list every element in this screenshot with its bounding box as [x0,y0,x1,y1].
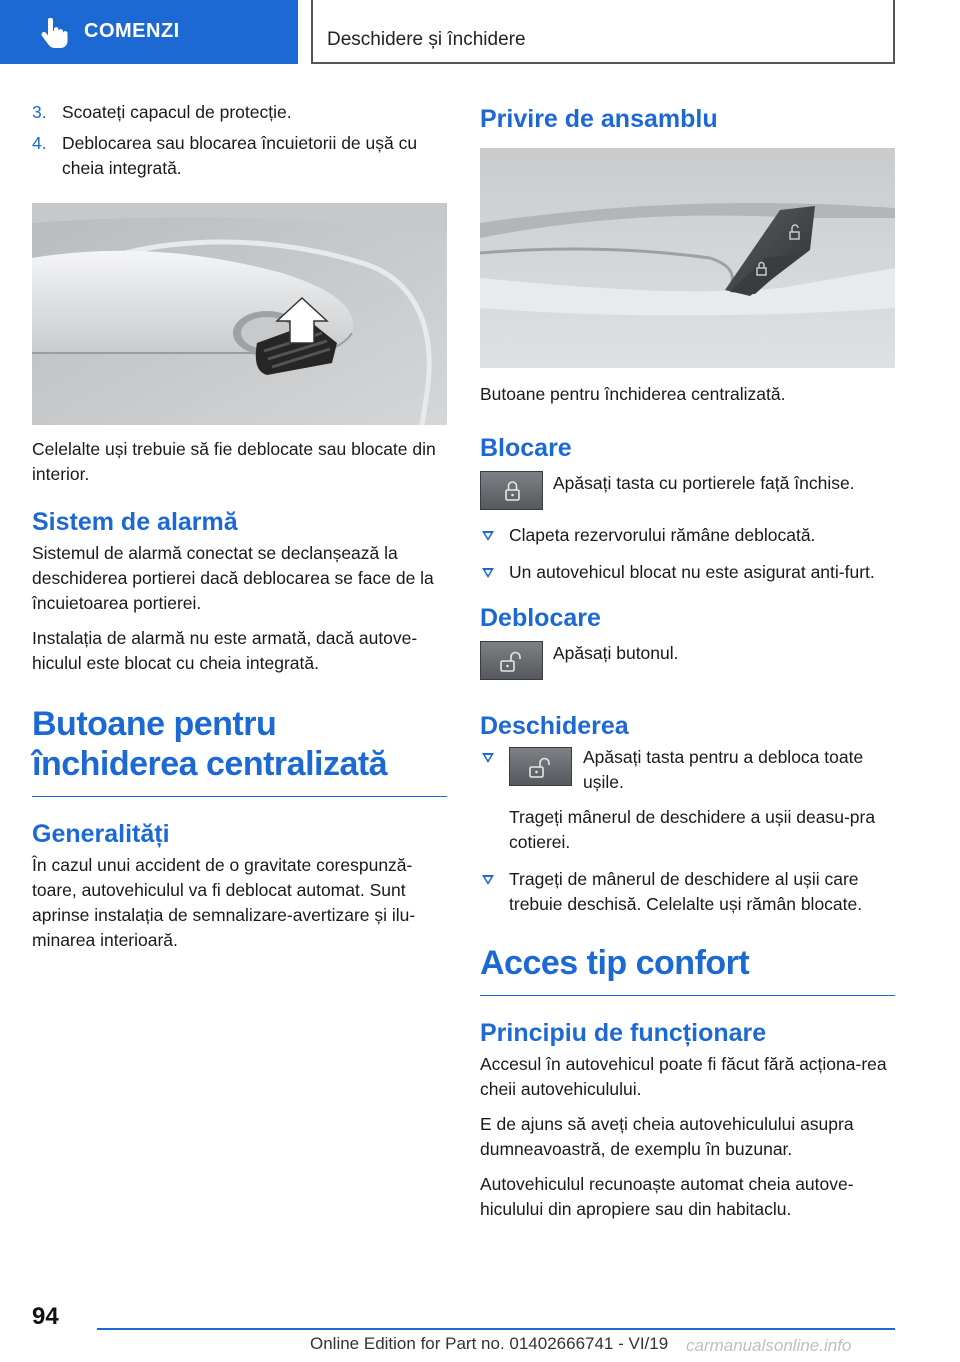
bullet-item [480,523,895,548]
body-text: Celelalte uși trebuie să fie deblocate sau blocate din interior. [32,439,436,484]
unlock-heading: Deblocare [480,604,601,632]
central-locking-buttons-illustration [480,148,895,368]
general-heading: Generalități [32,820,170,848]
chapter-tab[interactable] [0,0,298,64]
unlock-instruction [480,641,895,685]
page-number: 94 [32,1303,59,1330]
bullet-text: Clapeta rezervorului rămâne deblocată. [509,525,816,545]
principle-text-2: E de ajuns să aveți cheia autovehiculului asupra dumneavoastră, de exemplu în buzunar. [480,1114,854,1159]
overview-heading: Privire de ansamblu [480,105,718,133]
bullet-text: Apăsați tasta pentru a debloca toate ușile. [583,747,864,792]
step-item [32,131,447,181]
alarm-heading: Sistem de alarmă [32,508,238,536]
bullet-continuation: Trageți mânerul de deschidere a ușii deasu-pra cotierei. [509,807,876,852]
triangle-bullet-icon [482,753,494,763]
principle-text-3: Autovehiculul recunoaște automat cheia autove-hiculului din apropiere sau din habitaclu. [480,1174,854,1219]
pointing-hand-icon [40,18,68,48]
bullet-item [480,867,895,917]
alarm-text-2: Instalația de alarmă nu este armată, dacă autove-hiculul este blocat cu cheia integrată. [32,628,418,673]
triangle-bullet-icon [482,568,494,578]
alarm-text: Sistemul de alarmă conectat se declanșează la deschiderea portierei dacă deblocarea se face de la încuietoarea portierei. [32,543,434,613]
lock-bullets [480,523,895,585]
bullet-item [480,745,895,855]
bullet-item [480,560,895,585]
comfort-access-heading: Acces tip confort [480,943,895,996]
step-number: 4. [32,133,47,153]
open-bullets [480,745,895,917]
unlock-button-icon [509,747,572,786]
open-heading: Deschiderea [480,712,629,740]
bullet-text: Trageți de mânerul de deschidere al ușii care trebuie deschisă. Celelalte uși rămân blocate. [509,869,863,914]
step-text: Deblocarea sau blocarea încuietorii de ușă cu cheia integrată. [62,133,418,178]
left-column [32,100,447,963]
footer-divider [97,1328,895,1330]
principle-heading: Principiu de funcționare [480,1019,767,1047]
lock-button-icon [480,471,543,510]
section-title: Deschidere și închidere [327,29,526,50]
unlock-button-icon [480,641,543,680]
bullet-text: Un autovehicul blocat nu este asigurat anti-furt. [509,562,875,582]
right-column [480,100,895,1232]
central-locking-heading: Butoane pentru închiderea centralizată [32,704,447,797]
principle-text: Accesul în autovehicul poate fi făcut fără acționa-rea cheii autovehiculului. [480,1054,887,1099]
section-header [311,0,895,64]
overview-caption: Butoane pentru închiderea centralizată. [480,384,786,404]
unlock-text: Apăsați butonul. [553,643,679,663]
step-item [32,100,447,125]
edition-text: Online Edition for Part no. 01402666741 - VI/19 [310,1334,669,1353]
triangle-bullet-icon [482,531,494,541]
door-handle-key-illustration [32,203,447,425]
lock-text: Apăsați tasta cu portierele față închise. [553,473,855,493]
lock-heading: Blocare [480,434,572,462]
watermark: carmanualsonline.info [686,1336,852,1355]
step-text: Scoateți capacul de protecție. [62,102,292,122]
lock-instruction [480,471,895,515]
triangle-bullet-icon [482,875,494,885]
step-number: 3. [32,102,47,122]
step-list [32,100,447,181]
chapter-label: COMENZI [84,20,180,42]
general-text: În cazul unui accident de o gravitate corespunză-toare, autovehiculul va fi deblocat automat. Sunt aprinse instalația de semnalizare-avertizare și ilu-minarea interioară. [32,855,416,950]
